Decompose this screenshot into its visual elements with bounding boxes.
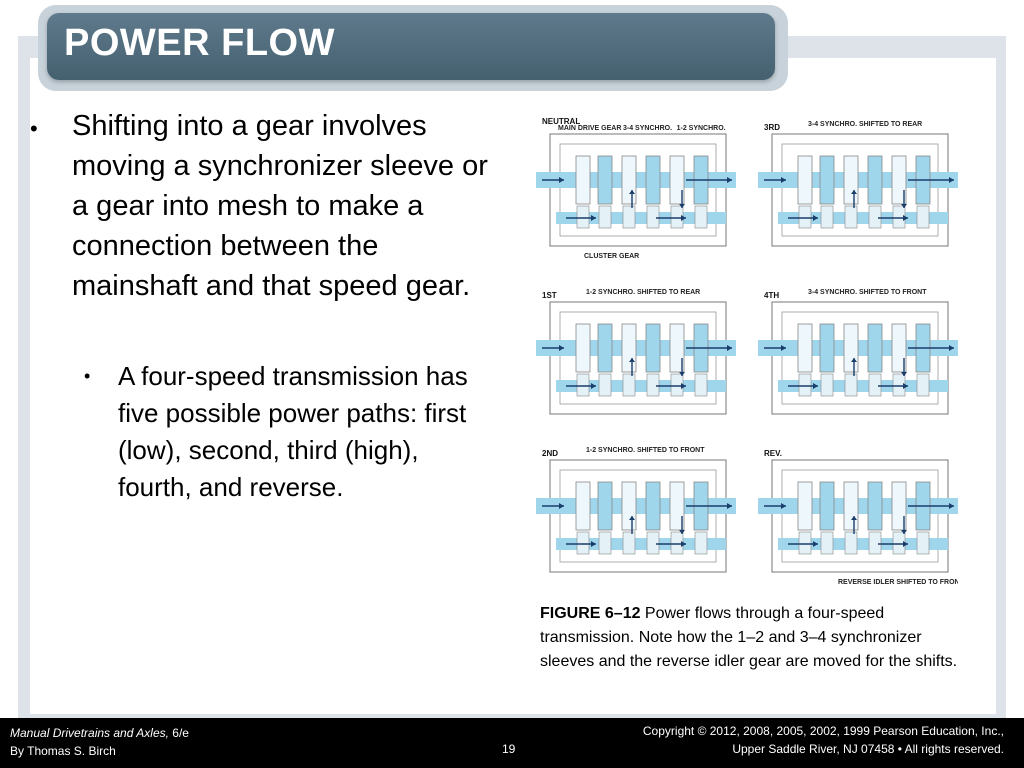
footer-book-line <box>10 726 189 740</box>
panel-name: 2ND <box>542 449 559 458</box>
footer-edition: 6/e <box>168 726 189 740</box>
sub-bullet-marker: • <box>84 366 91 386</box>
panel-label: MAIN DRIVE GEAR <box>558 125 622 132</box>
transmission-diagram <box>536 284 736 432</box>
transmission-diagram <box>536 442 736 590</box>
panel-label: 1-2 SYNCHRO. SHIFTED TO FRONT <box>586 447 705 454</box>
panel-1st <box>536 284 736 432</box>
figure-caption-label: FIGURE 6–12 <box>540 605 641 622</box>
panel-name: 3RD <box>764 123 781 132</box>
slide-title: POWER FLOW <box>64 22 335 64</box>
sub-bullet-text: A four-speed transmission has five possible power paths: first (low), second, third (high), fourth, and reverse. <box>118 361 468 502</box>
power-flow-figure <box>536 116 962 596</box>
panel-label: 1-2 SYNCHRO. SHIFTED TO REAR <box>586 289 701 296</box>
panel-2nd <box>536 442 736 590</box>
panel-name: 4TH <box>764 291 780 300</box>
panel-neutral <box>536 116 736 264</box>
bullet-marker: • <box>30 116 38 141</box>
panel-label: 3-4 SYNCHRO. SHIFTED TO REAR <box>808 121 923 128</box>
panel-label: 3-4 SYNCHRO. <box>623 125 673 132</box>
copyright-line-1: Copyright © 2012, 2008, 2005, 2002, 1999 Pearson Education, Inc., <box>642 724 1004 738</box>
panel-4th <box>758 284 958 432</box>
panel-label: 3-4 SYNCHRO. SHIFTED TO FRONT <box>808 289 927 296</box>
copyright-line-2: Upper Saddle River, NJ 07458 • All rights reserved. <box>732 742 1004 756</box>
transmission-diagram <box>758 442 958 590</box>
bullet-text: Shifting into a gear involves moving a synchronizer sleeve or a gear into mesh to make a connection between the mainshaft and that speed gear. <box>72 110 488 302</box>
figure-caption <box>540 602 960 674</box>
footer-book-title: Manual Drivetrains and Axles, <box>10 726 169 740</box>
page-number: 19 <box>502 742 516 756</box>
transmission-diagram <box>536 116 736 264</box>
panel-reverse <box>758 442 958 590</box>
panel-3rd <box>758 116 958 264</box>
transmission-diagram <box>758 116 958 264</box>
panel-name: REV. <box>764 449 782 458</box>
panel-bottom-label: CLUSTER GEAR <box>584 253 640 260</box>
panel-name: 1ST <box>542 291 557 300</box>
panel-label: 1-2 SYNCHRO. <box>676 125 726 132</box>
figure-caption-text: Power flows through a four-speed transmission. Note how the 1–2 and 3–4 synchronizer sleeves and the reverse idler gear are moved for the shifts. <box>540 605 958 670</box>
footer <box>0 718 1024 768</box>
panel-name: NEUTRAL <box>542 117 581 126</box>
transmission-diagram <box>758 284 958 432</box>
footer-author: By Thomas S. Birch <box>10 744 116 758</box>
panel-bottom-label: REVERSE IDLER SHIFTED TO FRONT <box>838 579 958 586</box>
